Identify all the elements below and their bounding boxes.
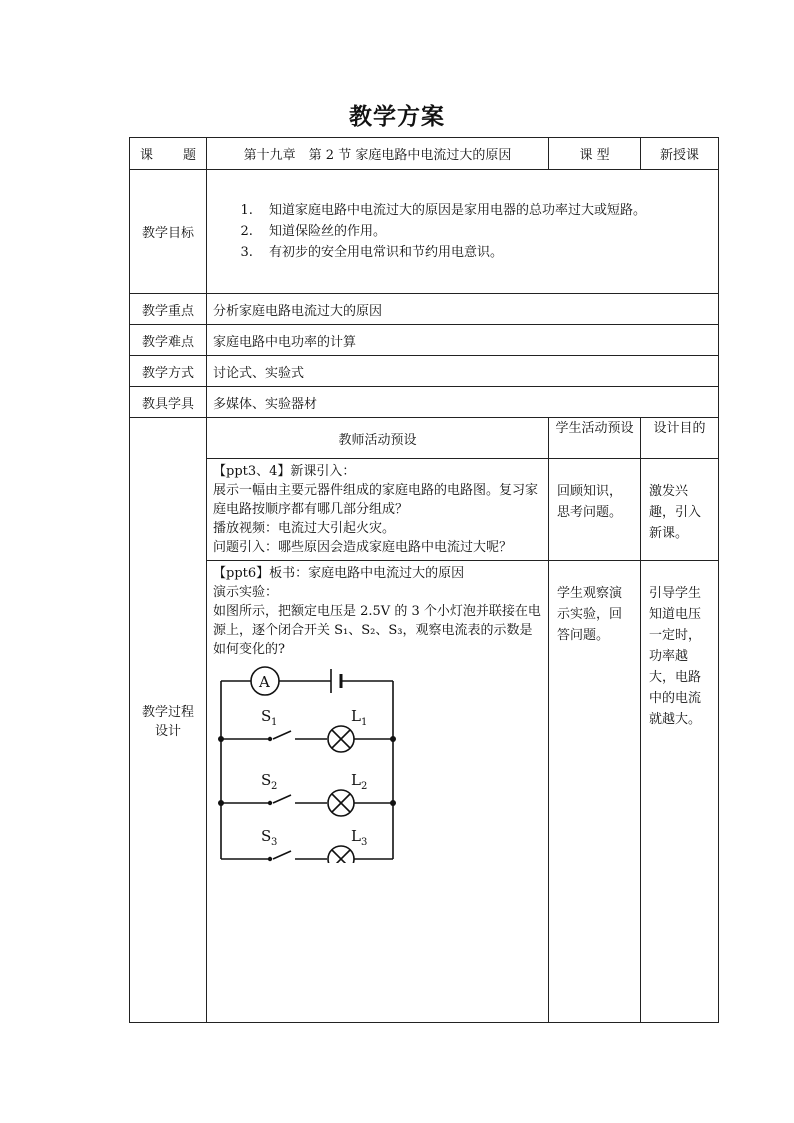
switch-s2-sub: 2 [271,781,278,792]
process-header-row [130,418,719,459]
process-label [130,418,207,1023]
intro-design-purpose: 激发兴趣，引入新课。 [641,459,719,561]
ammeter-label: A [259,673,270,691]
experiment-teacher-activity [207,561,549,1023]
tools-row [130,387,719,418]
type-value: 新授课 [641,138,719,170]
parallel-circuit-diagram [213,663,413,863]
goal-item-2: 2. 知道保险丝的作用。 [257,221,718,242]
topic-value: 第十九章 第 2 节 家庭电路中电流过大的原因 [207,138,549,170]
purpose-column-header: 设计目的 [641,418,719,459]
lamp-l2-sub: 2 [361,781,368,792]
lamp-l1-label: L [351,707,361,725]
student-column-header: 学生活动预设 [549,418,641,459]
tools-value: 多媒体、实验器材 [207,387,719,418]
type-label: 课 型 [549,138,641,170]
teacher-column-header: 教师活动预设 [207,418,549,459]
switch-s3-label: S [261,827,272,845]
key-point-value: 分析家庭电路电流过大的原因 [207,294,719,325]
goals-row [130,170,719,294]
topic-row [130,138,719,170]
tools-label: 教具学具 [130,387,207,418]
experiment-line-3: 如图所示，把额定电压是 2.5V 的 3 个小灯泡并联接在电源上，逐个闭合开关 S₁、S₂、S₃，观察电流表的示数是如何变化的? [213,604,541,657]
experiment-line-1: 【ppt6】板书：家庭电路中电流过大的原因 [213,566,465,581]
document-title: 教学方案 [349,103,445,130]
intro-teacher-activity [207,459,549,561]
lamp-l3-icon [328,846,354,863]
lamp-l1-sub: 1 [361,717,368,728]
method-row [130,356,719,387]
process-row-intro [130,459,719,561]
intro-line-2: 展示一幅由主要元器件组成的家庭电路的电路图。复习家庭电路按顺序都有哪几部分组成？ [213,483,539,517]
lamp-l3-label: L [351,827,361,845]
switch-s1-blade [273,731,291,739]
process-label-line2: 设计 [154,724,181,739]
intro-line-3: 播放视频：电流过大引起火灾。 [213,521,396,536]
switch-s3-blade [273,851,291,859]
switch-s3-sub: 3 [271,837,278,848]
difficulty-row [130,325,719,356]
switch-s1-label: S [261,707,272,725]
experiment-line-2: 演示实验： [213,585,279,600]
method-label: 教学方式 [130,356,207,387]
process-label-line1: 教学过程 [141,705,194,720]
lamp-l3-sub: 3 [361,837,368,848]
intro-line-4: 问题引入：哪些原因会造成家庭电路中电流过大呢？ [213,540,513,555]
intro-student-activity: 回顾知识，思考问题。 [549,459,641,561]
switch-s1-sub: 1 [271,717,278,728]
goals-list [207,200,718,263]
goal-item-1: 1. 知道家庭电路中电流过大的原因是家用电器的总功率过大或短路。 [257,200,718,221]
key-point-label: 教学重点 [130,294,207,325]
difficulty-label: 教学难点 [130,325,207,356]
experiment-design-purpose: 引导学生知道电压一定时，功率越大，电路中的电流就越大。 [641,561,719,1023]
goals-content [207,170,719,294]
lesson-plan-table [129,137,719,1023]
switch-s2-label: S [261,771,272,789]
experiment-student-activity: 学生观察演示实验，回答问题。 [549,561,641,1023]
process-row-experiment [130,561,719,1023]
topic-label: 课 题 [130,138,207,170]
key-point-row [130,294,719,325]
lamp-l2-label: L [351,771,361,789]
method-value: 讨论式、实验式 [207,356,719,387]
goal-item-3: 3. 有初步的安全用电常识和节约用电意识。 [257,242,718,263]
intro-line-1: 【ppt3、4】新课引入： [213,464,356,479]
goals-label: 教学目标 [130,170,207,294]
difficulty-value: 家庭电路中电功率的计算 [207,325,719,356]
switch-s2-blade [273,795,291,803]
